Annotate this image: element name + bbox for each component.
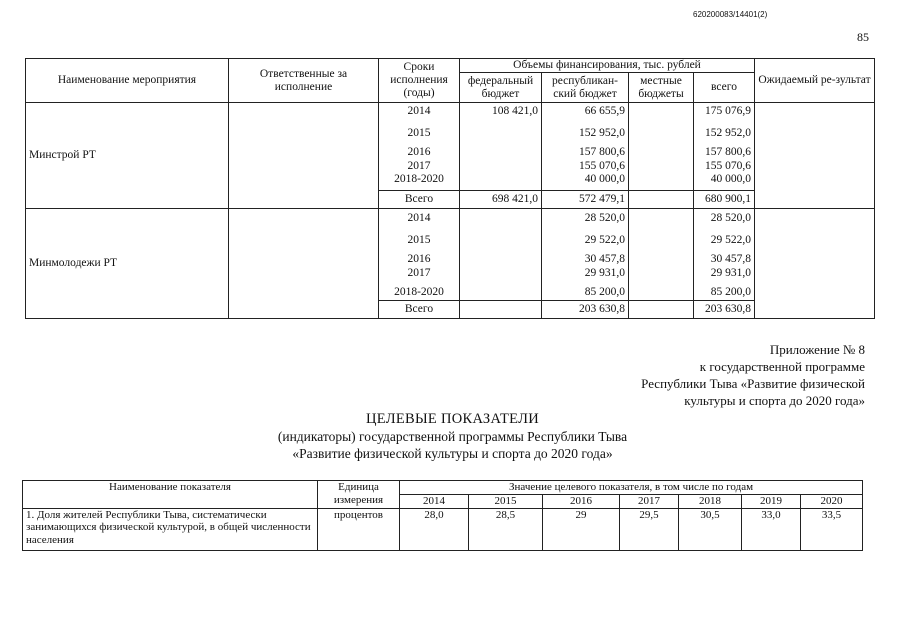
- annex-note: [560, 341, 865, 409]
- annex-line: к государственной программе: [699, 359, 865, 374]
- header-event-name: Наименование мероприятия: [26, 59, 229, 103]
- indicator-value: 28,0: [400, 508, 469, 550]
- group-republic: 66 655,9 152 952,0 157 800,6 155 070,6 40 000,0: [542, 103, 629, 191]
- group-sum-federal: 698 421,0: [460, 191, 542, 209]
- header-result: Ожидаемый ре-зультат: [755, 59, 875, 103]
- group-sum-republic: 572 479,1: [542, 191, 629, 209]
- header-terms: Сроки исполнения (годы): [379, 59, 460, 103]
- group-republic: 28 520,0 29 522,0 30 457,8 29 931,0 85 200,0: [542, 209, 629, 301]
- title-subtitle: «Развитие физической культуры и спорта до 2020 года»: [292, 446, 613, 461]
- indicator-name: 1. Доля жителей Республики Тыва, систематически занимающихся физической культурой, в общей численности населения: [23, 508, 318, 550]
- header-year: 2019: [742, 494, 801, 508]
- header-federal: федеральный бюджет: [460, 73, 542, 103]
- group-responsible: [229, 103, 379, 209]
- header-responsible: Ответственные за исполнение: [229, 59, 379, 103]
- group-federal: 108 421,0: [460, 103, 542, 191]
- indicator-value: 30,5: [679, 508, 742, 550]
- group-sum-republic: 203 630,8: [542, 301, 629, 319]
- header-local: местные бюджеты: [629, 73, 694, 103]
- group-name: Минмолодежи РТ: [26, 209, 229, 319]
- group-total: 28 520,0 29 522,0 30 457,8 29 931,0 85 200,0: [694, 209, 755, 301]
- indicators-table: [22, 480, 863, 551]
- group-sum-label: Всего: [379, 301, 460, 319]
- annex-line: культуры и спорта до 2020 года»: [684, 393, 865, 408]
- funding-table: [25, 58, 875, 319]
- title-main: ЦЕЛЕВЫЕ ПОКАЗАТЕЛИ: [365, 411, 540, 427]
- group-sum-local: [629, 191, 694, 209]
- annex-line: Республики Тыва «Развитие физической: [641, 376, 865, 391]
- section-title: [180, 410, 725, 462]
- header-year: 2018: [679, 494, 742, 508]
- indicator-value: 33,5: [801, 508, 863, 550]
- group-sum-total: 203 630,8: [694, 301, 755, 319]
- group-sum-label: Всего: [379, 191, 460, 209]
- header-volumes: Объемы финансирования, тыс. рублей: [460, 59, 755, 73]
- group-federal: [460, 209, 542, 301]
- header-year: 2015: [469, 494, 543, 508]
- group-local: [629, 209, 694, 301]
- indicator-value: 29: [543, 508, 620, 550]
- document-id: 620200083/14401(2): [693, 10, 768, 19]
- group-sum-federal: [460, 301, 542, 319]
- indicator-value: 28,5: [469, 508, 543, 550]
- header-year: 2017: [620, 494, 679, 508]
- group-result: [755, 209, 875, 319]
- group-sum-total: 680 900,1: [694, 191, 755, 209]
- header-year: 2020: [801, 494, 863, 508]
- header-target-values: Значение целевого показателя, в том числе по годам: [400, 481, 863, 495]
- header-year: 2014: [400, 494, 469, 508]
- group-result: [755, 103, 875, 209]
- header-indicator-name: Наименование показателя: [23, 481, 318, 509]
- group-responsible: [229, 209, 379, 319]
- group-years: 2014 2015 2016 2017 2018-2020: [379, 103, 460, 191]
- group-years: 2014 2015 2016 2017 2018-2020: [379, 209, 460, 301]
- header-year: 2016: [543, 494, 620, 508]
- indicator-unit: процентов: [318, 508, 400, 550]
- title-subtitle: (индикаторы) государственной программы Республики Тыва: [277, 429, 628, 444]
- header-unit: Единица измерения: [318, 481, 400, 509]
- page-number: 85: [857, 30, 869, 44]
- indicator-value: 33,0: [742, 508, 801, 550]
- table-row: [23, 508, 863, 550]
- annex-line: Приложение № 8: [769, 342, 865, 357]
- group-total: 175 076,9 152 952,0 157 800,6 155 070,6 40 000,0: [694, 103, 755, 191]
- group-name: Минстрой РТ: [26, 103, 229, 209]
- indicator-value: 29,5: [620, 508, 679, 550]
- group-local: [629, 103, 694, 191]
- group-sum-local: [629, 301, 694, 319]
- header-total: всего: [694, 73, 755, 103]
- header-republic: республикан-ский бюджет: [542, 73, 629, 103]
